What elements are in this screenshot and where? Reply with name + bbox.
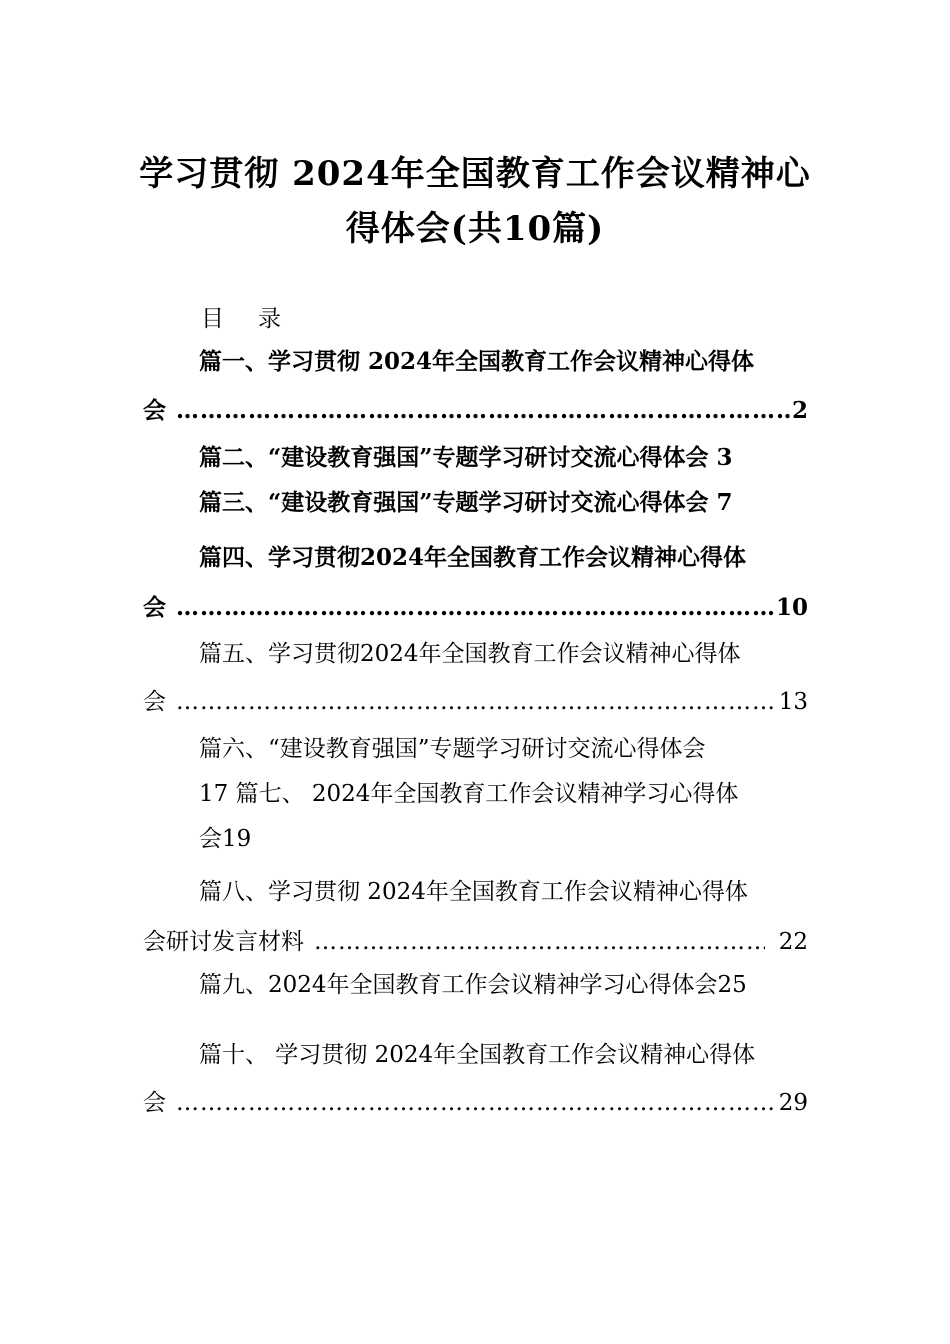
document-title-line-1: 学习贯彻 2024年全国教育工作会议精神心 <box>139 154 811 194</box>
toc-entry-6-7-line: 17 篇七、 2024年全国教育工作会议精神学习心得体 <box>199 781 739 807</box>
toc-entry-8-tail: 会研讨发言材料 <box>143 929 304 955</box>
toc-heading-char-1: 目 <box>201 306 224 332</box>
toc-entry-4: 篇四、学习贯彻2024年全国教育工作会议精神心得体 <box>199 544 747 571</box>
toc-entry-9: 篇九、2024年全国教育工作会议精神学习心得体会25 <box>199 972 747 998</box>
toc-entry-6: 篇六、“建设教育强国”专题学习研讨交流心得体会 <box>199 736 706 762</box>
toc-entry-1: 篇一、学习贯彻 2024年全国教育工作会议精神心得体 <box>199 348 755 375</box>
toc-entry-3: 篇三、“建设教育强国”专题学习研讨交流心得体会 7 <box>199 489 733 516</box>
toc-page-number: 29 <box>778 1090 808 1116</box>
toc-entry-5-continuation <box>143 687 808 717</box>
toc-entry-1-continuation <box>143 396 808 426</box>
toc-heading <box>201 300 281 333</box>
toc-page-number: 22 <box>778 929 808 955</box>
toc-entry-10: 篇十、 学习贯彻 2024年全国教育工作会议精神心得体 <box>199 1042 756 1068</box>
toc-entry-8-continuation <box>143 927 808 957</box>
toc-heading-char-2: 录 <box>258 306 281 332</box>
toc-leader-dots <box>176 396 790 426</box>
toc-entry-1-tail: 会 <box>143 397 166 424</box>
toc-leader-dots <box>176 593 774 623</box>
toc-entry-7-tail: 会19 <box>199 826 252 852</box>
toc-page-number: 2 <box>791 397 808 424</box>
toc-leader-dots <box>176 1088 777 1118</box>
toc-entry-4-continuation <box>143 593 808 623</box>
toc-entry-4-tail: 会 <box>143 594 166 621</box>
document-title-line-2: 得体会(共10篇) <box>345 209 605 249</box>
toc-entry-10-continuation <box>143 1088 808 1118</box>
toc-page-number: 10 <box>775 594 808 621</box>
toc-page-number: 13 <box>778 689 808 715</box>
toc-leader-dots <box>176 687 777 717</box>
toc-entry-5-tail: 会 <box>143 689 166 715</box>
toc-leader-dots <box>314 927 765 957</box>
toc-entry-8: 篇八、学习贯彻 2024年全国教育工作会议精神心得体 <box>199 879 748 905</box>
toc-entry-2: 篇二、“建设教育强国”专题学习研讨交流心得体会 3 <box>199 444 733 471</box>
toc-entry-10-tail: 会 <box>143 1090 166 1116</box>
toc-entry-5: 篇五、学习贯彻2024年全国教育工作会议精神心得体 <box>199 641 741 667</box>
